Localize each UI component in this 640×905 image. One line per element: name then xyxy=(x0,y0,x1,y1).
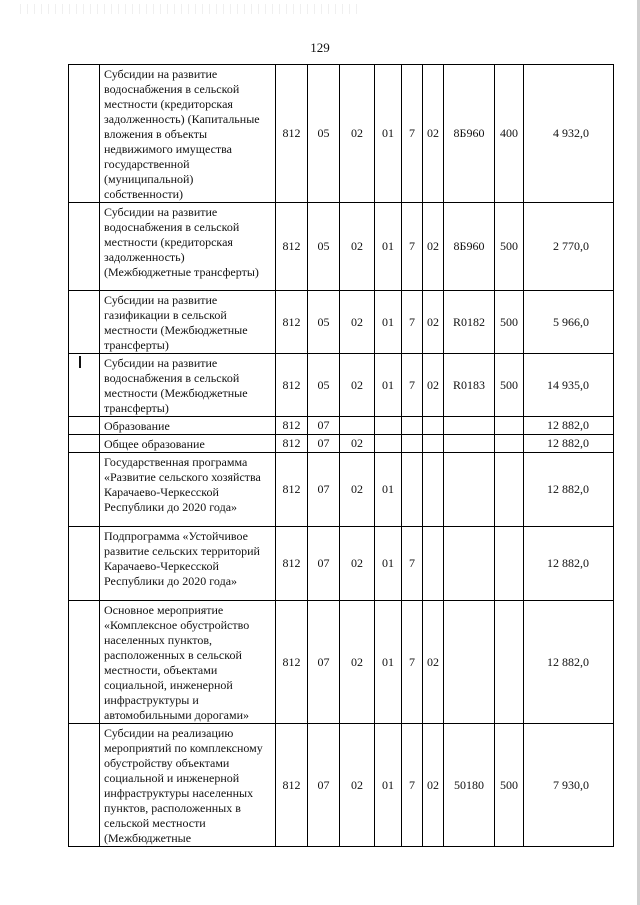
cell-program xyxy=(375,435,402,453)
cell-measure xyxy=(423,527,444,601)
row-name: Субсидии на развитие водоснабжения в сельской местности (кредиторская задолженность) (Капитальные вложения в объекты недвижимого имущества государственной (муниципальной) собственности) xyxy=(100,65,276,203)
cell-amount: 5 966,0 xyxy=(524,291,614,354)
cell-measure: 02 xyxy=(423,601,444,724)
cell-expense-type xyxy=(495,417,524,435)
table-row xyxy=(69,435,614,453)
cell-grbs: 812 xyxy=(276,453,308,527)
cell-subsection: 02 xyxy=(340,291,375,354)
cell-subsection: 02 xyxy=(340,527,375,601)
cell-program: 01 xyxy=(375,65,402,203)
cell-measure: 02 xyxy=(423,724,444,847)
cell-program: 01 xyxy=(375,291,402,354)
cell-subsection: 02 xyxy=(340,724,375,847)
table-row xyxy=(69,354,614,417)
cell-grbs: 812 xyxy=(276,417,308,435)
cell-grbs: 812 xyxy=(276,65,308,203)
cell-amount: 14 935,0 xyxy=(524,354,614,417)
cell-amount: 12 882,0 xyxy=(524,417,614,435)
cell-grbs: 812 xyxy=(276,435,308,453)
cell-amount: 12 882,0 xyxy=(524,527,614,601)
cell-direction-code xyxy=(444,453,495,527)
cell-section: 07 xyxy=(308,435,340,453)
cell-grbs: 812 xyxy=(276,724,308,847)
cell-subprogram xyxy=(402,417,423,435)
cell-direction-code: R0183 xyxy=(444,354,495,417)
row-margin-cell xyxy=(69,435,100,453)
cell-grbs: 812 xyxy=(276,527,308,601)
cell-program: 01 xyxy=(375,354,402,417)
cell-section: 05 xyxy=(308,65,340,203)
cell-subsection: 02 xyxy=(340,435,375,453)
cell-subsection xyxy=(340,417,375,435)
cell-subprogram: 7 xyxy=(402,291,423,354)
row-margin-cell xyxy=(69,291,100,354)
cell-direction-code xyxy=(444,527,495,601)
cell-expense-type: 400 xyxy=(495,65,524,203)
cell-amount: 4 932,0 xyxy=(524,65,614,203)
cell-subsection: 02 xyxy=(340,601,375,724)
row-margin-cell xyxy=(69,601,100,724)
cell-measure xyxy=(423,435,444,453)
cell-expense-type: 500 xyxy=(495,724,524,847)
cell-subsection: 02 xyxy=(340,203,375,291)
cell-direction-code: 50180 xyxy=(444,724,495,847)
row-margin-cell xyxy=(69,354,100,417)
budget-table xyxy=(68,64,614,847)
cell-direction-code: 8Б960 xyxy=(444,203,495,291)
table-row xyxy=(69,203,614,291)
cell-measure: 02 xyxy=(423,65,444,203)
row-margin-cell xyxy=(69,724,100,847)
cell-grbs: 812 xyxy=(276,203,308,291)
row-name: Подпрограмма «Устойчивое развитие сельских территорий Карачаево-Черкесской Республики до 2020 года» xyxy=(100,527,276,601)
cell-measure: 02 xyxy=(423,354,444,417)
cell-program xyxy=(375,417,402,435)
cell-section: 07 xyxy=(308,724,340,847)
cell-subprogram: 7 xyxy=(402,354,423,417)
row-margin-cell xyxy=(69,203,100,291)
cell-section: 05 xyxy=(308,354,340,417)
table-row xyxy=(69,291,614,354)
cell-subprogram: 7 xyxy=(402,203,423,291)
cell-subsection: 02 xyxy=(340,453,375,527)
cell-grbs: 812 xyxy=(276,291,308,354)
row-name: Субсидии на развитие газификации в сельской местности (Межбюджетные трансферты) xyxy=(100,291,276,354)
cell-section: 07 xyxy=(308,527,340,601)
cell-subprogram: 7 xyxy=(402,724,423,847)
cell-section: 07 xyxy=(308,417,340,435)
cell-direction-code xyxy=(444,417,495,435)
cell-expense-type: 500 xyxy=(495,291,524,354)
cell-amount: 2 770,0 xyxy=(524,203,614,291)
table-row xyxy=(69,601,614,724)
margin-mark-icon xyxy=(79,356,81,368)
cell-grbs: 812 xyxy=(276,601,308,724)
table-row xyxy=(69,724,614,847)
cell-subsection: 02 xyxy=(340,65,375,203)
row-name: Субсидии на развитие водоснабжения в сельской местности (Межбюджетные трансферты) xyxy=(100,354,276,417)
cell-program: 01 xyxy=(375,527,402,601)
cell-subprogram: 7 xyxy=(402,601,423,724)
cell-measure xyxy=(423,417,444,435)
cell-subsection: 02 xyxy=(340,354,375,417)
row-margin-cell xyxy=(69,65,100,203)
cell-expense-type xyxy=(495,435,524,453)
cell-subprogram xyxy=(402,453,423,527)
row-name: Общее образование xyxy=(100,435,276,453)
row-margin-cell xyxy=(69,453,100,527)
cell-measure xyxy=(423,453,444,527)
table-body xyxy=(69,65,614,847)
table-row xyxy=(69,527,614,601)
table-row xyxy=(69,453,614,527)
cell-direction-code xyxy=(444,601,495,724)
row-margin-cell xyxy=(69,417,100,435)
cell-direction-code: R0182 xyxy=(444,291,495,354)
scan-noise xyxy=(20,4,360,14)
cell-amount: 7 930,0 xyxy=(524,724,614,847)
cell-subprogram: 7 xyxy=(402,527,423,601)
cell-program: 01 xyxy=(375,453,402,527)
cell-amount: 12 882,0 xyxy=(524,601,614,724)
cell-amount: 12 882,0 xyxy=(524,435,614,453)
page-number: 129 xyxy=(310,40,330,55)
cell-program: 01 xyxy=(375,601,402,724)
cell-program: 01 xyxy=(375,203,402,291)
cell-program: 01 xyxy=(375,724,402,847)
row-name: Основное мероприятие «Комплексное обустройство населенных пунктов, расположенных в сельской местности, объектами социальной, инженерной инфраструктуры и автомобильными дорогами» xyxy=(100,601,276,724)
cell-subprogram xyxy=(402,435,423,453)
cell-subprogram: 7 xyxy=(402,65,423,203)
row-name: Государственная программа «Развитие сельского хозяйства Карачаево-Черкесской Республики до 2020 года» xyxy=(100,453,276,527)
cell-section: 07 xyxy=(308,453,340,527)
row-name: Субсидии на реализацию мероприятий по комплексному обустройству объектами социальной и инженерной инфраструктуры населенных пунктов, расположенных в сельской местности (Межбюджетные xyxy=(100,724,276,847)
cell-direction-code: 8Б960 xyxy=(444,65,495,203)
cell-expense-type: 500 xyxy=(495,354,524,417)
cell-expense-type xyxy=(495,527,524,601)
row-margin-cell xyxy=(69,527,100,601)
table-row xyxy=(69,417,614,435)
table-row xyxy=(69,65,614,203)
cell-measure: 02 xyxy=(423,203,444,291)
cell-measure: 02 xyxy=(423,291,444,354)
cell-expense-type xyxy=(495,601,524,724)
cell-section: 07 xyxy=(308,601,340,724)
cell-section: 05 xyxy=(308,203,340,291)
row-name: Образование xyxy=(100,417,276,435)
row-name: Субсидии на развитие водоснабжения в сельской местности (кредиторская задолженность) (Межбюджетные трансферты) xyxy=(100,203,276,291)
cell-section: 05 xyxy=(308,291,340,354)
cell-grbs: 812 xyxy=(276,354,308,417)
cell-direction-code xyxy=(444,435,495,453)
cell-amount: 12 882,0 xyxy=(524,453,614,527)
cell-expense-type: 500 xyxy=(495,203,524,291)
cell-expense-type xyxy=(495,453,524,527)
